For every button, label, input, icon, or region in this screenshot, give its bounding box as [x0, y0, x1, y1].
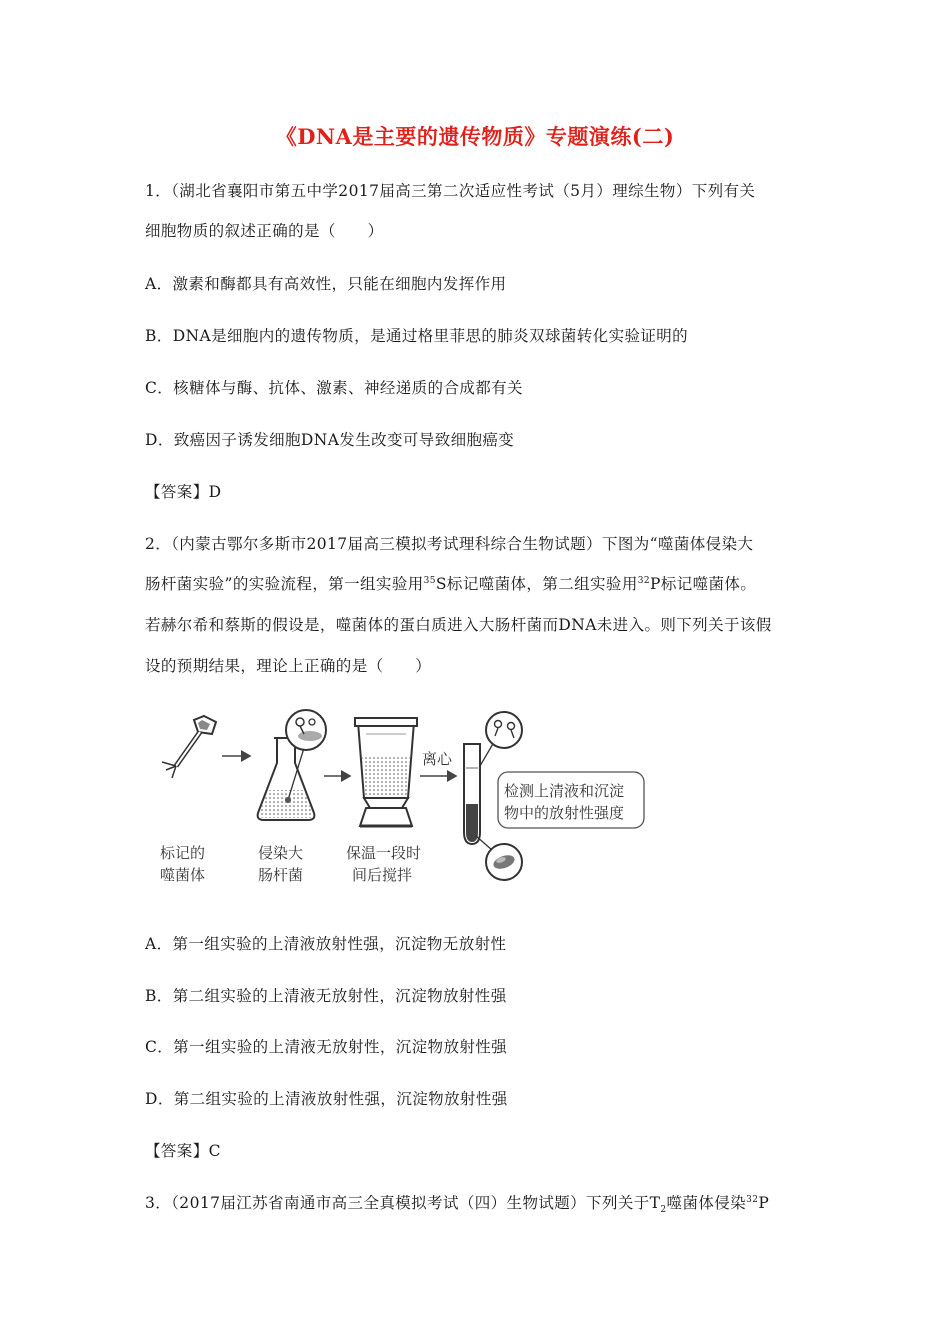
pellet-bubble-icon: [486, 844, 522, 880]
q1-stem-line-1: 1．（湖北省襄阳市第五中学2017届高三第二次适应性考试（5月）理综生物）下列有关: [145, 182, 756, 200]
label-incubate-1: 保温一段时: [346, 844, 422, 862]
q2-stem-line-1: 2．（内蒙古鄂尔多斯市2017届高三模拟考试理科综合生物试题）下图为“噬菌体侵染大: [145, 535, 754, 553]
q2-option-b: B．第二组实验的上清液无放射性，沉淀物放射性强: [145, 987, 507, 1005]
q1-option-c: C．核糖体与酶、抗体、激素、神经递质的合成都有关: [145, 379, 523, 397]
q3-isotope-32: 32: [746, 1194, 759, 1205]
detection-label-line-1: 检测上清液和沉淀: [504, 782, 625, 800]
q3-stem-line-1: [145, 1191, 770, 1216]
label-labeled-phage-1: 标记的: [160, 844, 206, 862]
q3-stem-text-c: P: [758, 1194, 770, 1212]
labeled-phage-icon: [162, 716, 216, 778]
blender-icon: [355, 718, 417, 826]
q2-option-c: C．第一组实验的上清液无放射性，沉淀物放射性强: [145, 1038, 508, 1056]
phage-experiment-figure: [152, 708, 652, 890]
q2-stem-text-b: S标记噬菌体，第二组实验用: [435, 575, 638, 593]
q3-stem-text-a: 3．（2017届江苏省南通市高三全真模拟考试（四）生物试题）下列关于T: [145, 1194, 661, 1212]
supernatant-bubble-icon: [486, 712, 522, 748]
detection-label-line-2: 物中的放射性强度: [504, 804, 625, 822]
q2-stem-text-a: 肠杆菌实验”的实验流程，第一组实验用: [145, 575, 424, 593]
label-incubate-2: 间后搅拌: [352, 866, 413, 884]
q3-phage-subscript: 2: [660, 1205, 667, 1216]
q2-stem-line-3: 若赫尔希和蔡斯的假设是，噬菌体的蛋白质进入大肠杆菌而DNA未进入。则下列关于该假: [145, 616, 772, 634]
label-infect-1: 侵染大: [258, 844, 304, 862]
centrifuge-label: 离心: [422, 750, 453, 768]
q2-stem-text-c: P标记噬菌体。: [650, 575, 757, 593]
q2-stem-line-2: [145, 572, 756, 594]
q2-stem-line-4: 设的预期结果，理论上正确的是（ ）: [145, 657, 432, 675]
q1-stem-line-2: 细胞物质的叙述正确的是（ ）: [145, 222, 384, 240]
q2-answer: 【答案】C: [145, 1142, 221, 1160]
q1-option-a: A．激素和酶都具有高效性，只能在细胞内发挥作用: [145, 275, 507, 293]
q1-option-b: B．DNA是细胞内的遗传物质，是通过格里菲思的肺炎双球菌转化实验证明的: [145, 327, 689, 345]
phage-attach-bubble-icon: [286, 710, 326, 750]
test-tube-icon: [464, 742, 494, 850]
q3-stem-text-b: 噬菌体侵染: [666, 1194, 747, 1212]
q2-isotope-32: 32: [637, 575, 650, 586]
label-labeled-phage-2: 噬菌体: [160, 866, 206, 884]
q2-option-a: A．第一组实验的上清液放射性强，沉淀物无放射性: [145, 935, 507, 953]
q1-answer: 【答案】D: [145, 483, 222, 501]
q2-isotope-35: 35: [423, 575, 436, 586]
label-infect-2: 肠杆菌: [258, 866, 304, 884]
page-title: 《DNA是主要的遗传物质》专题演练(二): [275, 124, 675, 149]
q1-option-d: D．致癌因子诱发细胞DNA发生改变可导致细胞癌变: [145, 431, 515, 449]
q2-option-d: D．第二组实验的上清液放射性强，沉淀物放射性强: [145, 1090, 508, 1108]
